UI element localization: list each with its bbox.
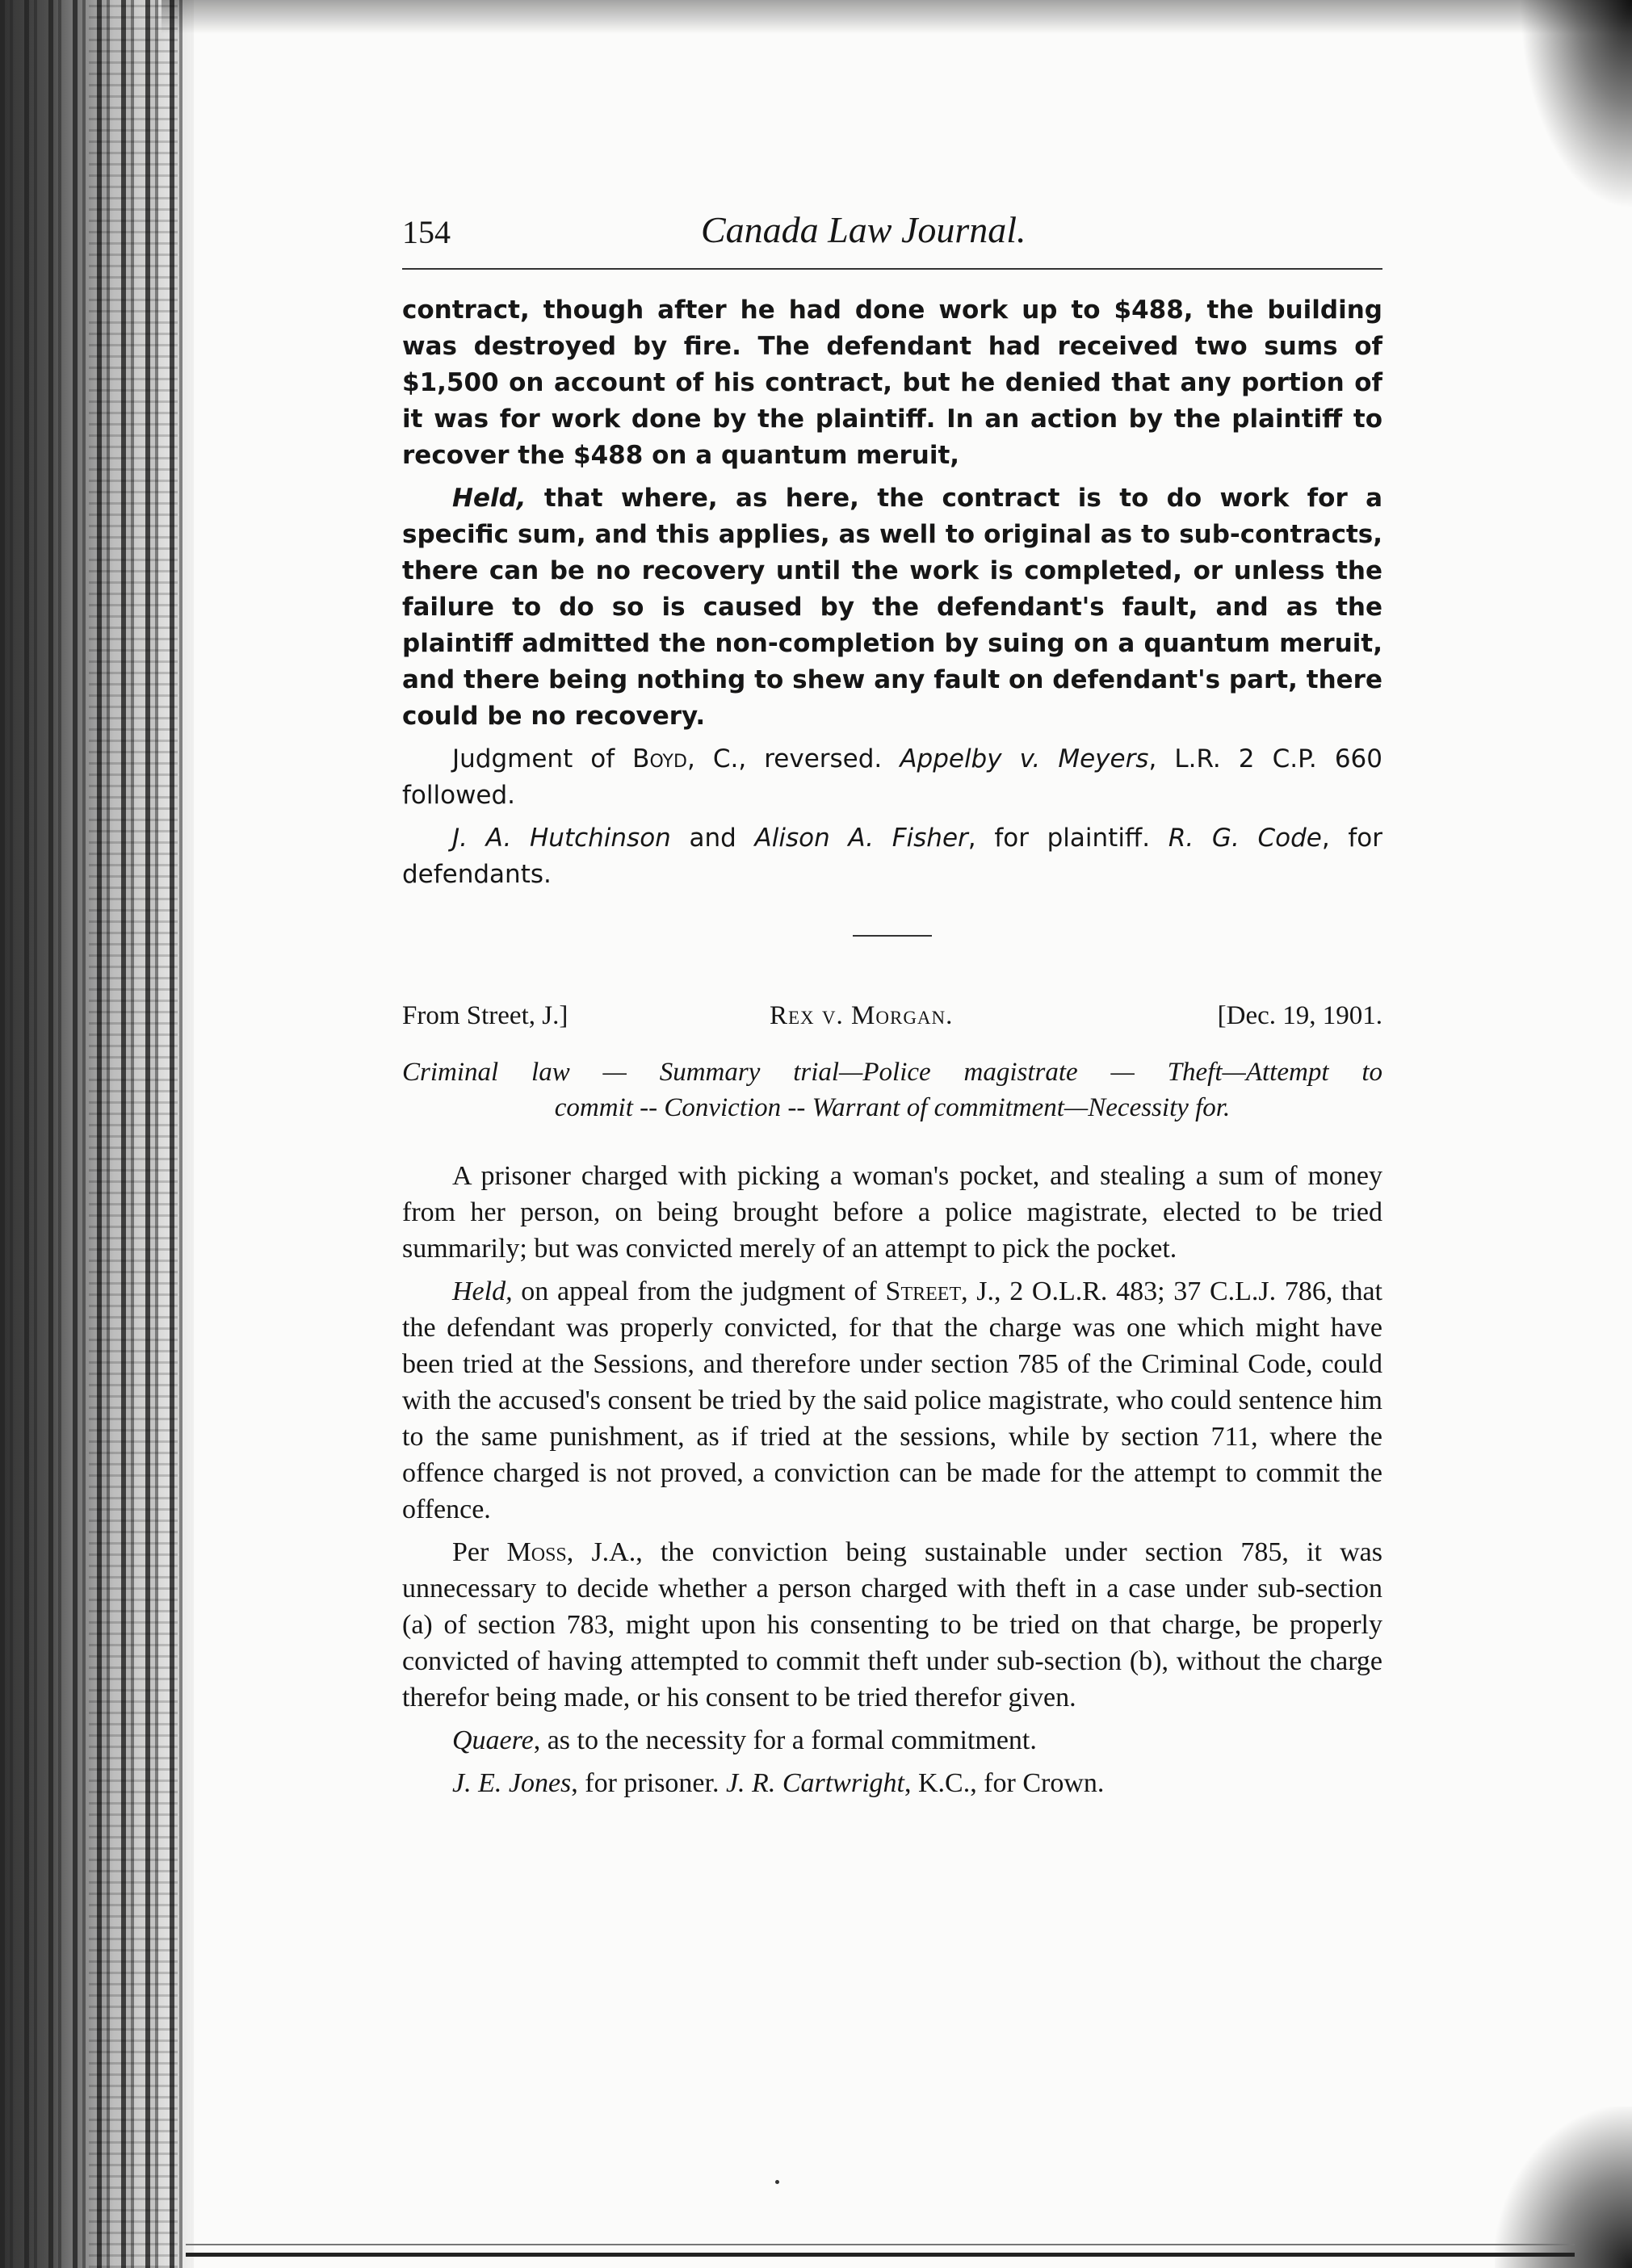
top-edge-shadow [162, 0, 1632, 34]
case2-held [402, 1273, 1382, 1528]
counsel2-for: , K.C., for Crown. [904, 1768, 1105, 1798]
header-rule [402, 268, 1382, 270]
held-text: that where, as here, the contract is to do work for a specific sum, and this applies, as well to original as to sub-contracts, there can be no recovery until the work is completed, or unless the failure to do so is caused by the defendant's fault, and as the plaintiff admitted the non-completion by suing on a quantum meruit, and there being nothing to shew any fault on defendant's part, there could be no recovery. [402, 484, 1382, 731]
judgment-case: Appelby v. Meyers [900, 744, 1149, 773]
case2-title: Rex v. Morgan. [770, 1001, 954, 1030]
case2-date: [Dec. 19, 1901. [1217, 1001, 1382, 1030]
case2-paragraph: A prisoner charged with picking a woman's pocket, and stealing a sum of money from her person, on being brought before a police magistrate, elected to be tried summarily; but was convicted merely of an attempt to pick the pocket. [402, 1161, 1382, 1264]
case1-held [402, 480, 1382, 735]
case2-counsel [402, 1765, 1382, 1801]
bottom-edge-line [186, 2253, 1575, 2257]
held-label: Held, [452, 1277, 513, 1306]
counsel1-for: , for prisoner. [571, 1768, 726, 1798]
held-pre: on appeal from the judgment of [512, 1277, 886, 1306]
counsel2-for: , for defendants. [402, 824, 1383, 889]
counsel1-name: J. A. Hutchinson [452, 824, 671, 853]
bottom-edge-line-thin [186, 2244, 1575, 2245]
case2-body [402, 1158, 1382, 1801]
judgment-judge: Boyd [632, 744, 687, 773]
held-label: Held, [452, 484, 527, 513]
page-number: 154 [402, 214, 451, 250]
case2-heading [402, 1001, 1382, 1037]
quaere-text: , as to the necessity for a formal commitment. [533, 1725, 1037, 1755]
case2-headnote [402, 1054, 1382, 1126]
per-judge: Moss [506, 1537, 567, 1567]
judgment-mid: , C., reversed. [686, 744, 900, 773]
counsel1-and: and [670, 824, 755, 853]
stray-dot [775, 2180, 779, 2184]
per-pre: Per [452, 1537, 507, 1567]
counsel1-for: , for plaintiff. [967, 824, 1168, 853]
held-text: , J., 2 O.L.R. 483; 37 C.L.J. 786, that the defendant was properly convicted, for that the charge was one which might have been tried at the Sessions, and therefore under section 785 of the Criminal Code, could with the accused's consent be tried by the said police magistrate, who could sentence him to the same punishment, as if tried at the sessions, while by section 711, where the offence charged is not proved, a conviction can be made for the attempt to commit the offence. [402, 1277, 1382, 1524]
quaere-label: Quaere [452, 1725, 534, 1755]
per-text: , J.A., the conviction being sustainable under section 785, it was unnecessary to decide whether a person charged with theft in a case under sub-section (a) of section 783, might upon his consenting to be tried on that charge, be properly convicted of having attempted to commit theft under sub-section (b), without the charge therefor being made, or his consent to be tried therefor given. [402, 1537, 1382, 1713]
page-content [402, 208, 1382, 1801]
case1-paragraph: contract, though after he had done work up to $488, the building was destroyed by fire. The defendant had received two sums of $1,500 on account of his contract, but he denied that any portion of it was for work done by the plaintiff. In an action by the plaintiff to recover the $488 on a quantum meruit, [402, 296, 1382, 470]
headnote-line1: Criminal law — Summary trial—Police magistrate — Theft—Attempt to [402, 1058, 1382, 1087]
spine-speckle [89, 0, 178, 2268]
counsel1-name2: Alison A. Fisher [754, 824, 968, 853]
counsel1-name: J. E. Jones [452, 1768, 572, 1798]
case1-block [402, 292, 1382, 893]
section-separator [853, 935, 932, 937]
held-judge: Street [885, 1277, 962, 1306]
case2-quaere [402, 1722, 1382, 1759]
case2-per [402, 1534, 1382, 1716]
judgment-post: , L.R. 2 C.P. 660 followed. [402, 744, 1382, 810]
counsel2-name: R. G. Code [1168, 824, 1322, 853]
counsel2-name: J. R. Cartwright [725, 1768, 904, 1798]
case2-court: From Street, J.] [402, 1001, 568, 1030]
case1-judgment [402, 741, 1382, 814]
journal-title: Canada Law Journal. [701, 209, 1026, 250]
corner-shadow-top-right [1519, 0, 1632, 210]
case1-counsel [402, 820, 1382, 893]
running-header [402, 208, 1382, 265]
judgment-pre: Judgment of [452, 744, 633, 773]
headnote-line2: commit -- Conviction -- Warrant of commitment—Necessity for. [554, 1093, 1231, 1122]
